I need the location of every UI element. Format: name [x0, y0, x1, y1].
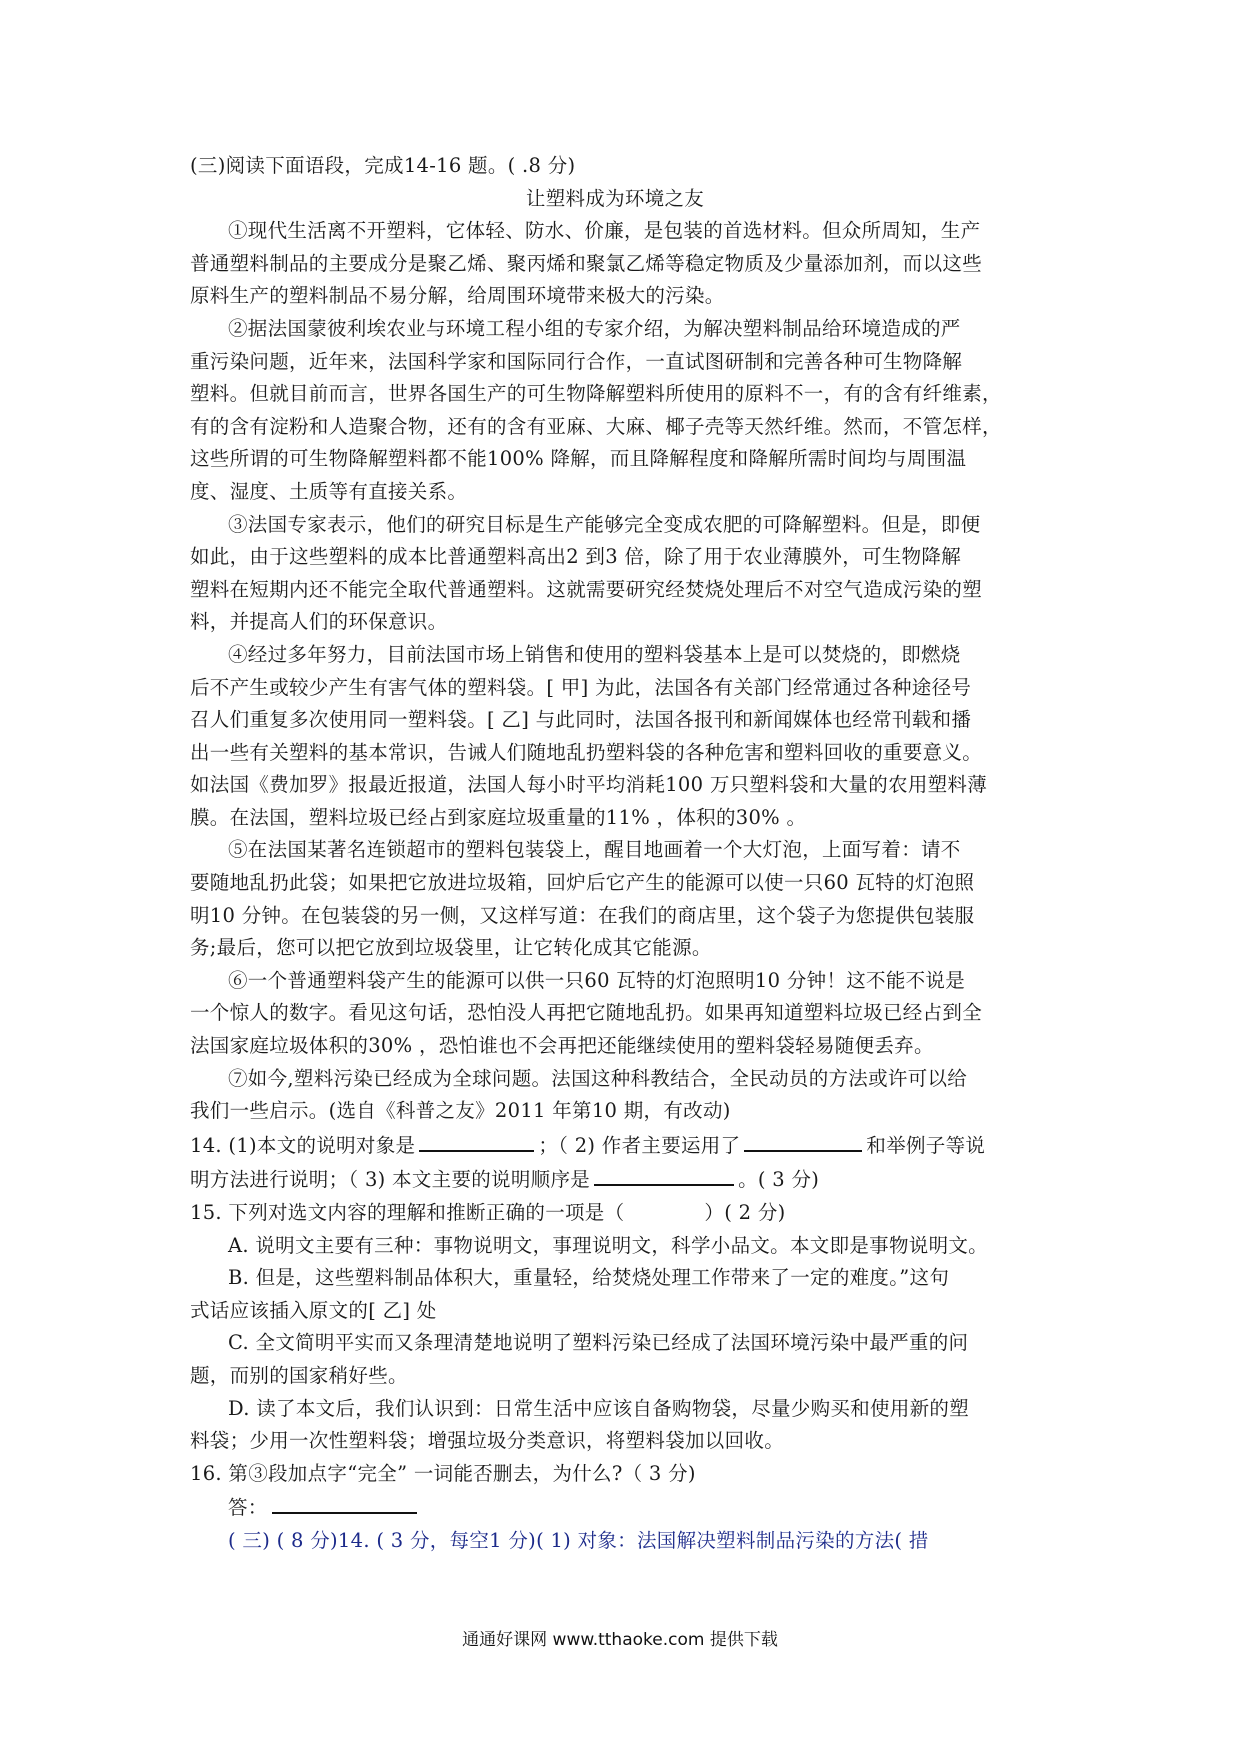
option-d: D. 读了本文后，我们认识到：日常生活中应该自备购物袋，尽量少购买和使用新的塑: [228, 1396, 970, 1420]
question-16-answer: [190, 1490, 1070, 1525]
footer-watermark: 通通好课网 www.tthaoke.com 提供下载: [462, 1630, 778, 1650]
text-line: 后不产生或较少产生有害气体的塑料袋。[ 甲] 为此，法国各有关部门经常通过各种途径号: [190, 675, 972, 699]
article-title: 让塑料成为环境之友: [525, 186, 705, 210]
question-text: ；（ 2) 作者主要运用了: [538, 1133, 741, 1157]
option-b: B. 但是，这些塑料制品体积大，重量轻，给焚烧处理工作带来了一定的难度。”这句: [228, 1266, 950, 1290]
text-line: ③法国专家表示，他们的研究目标是生产能够完全变成农肥的可降解塑料。但是，即便: [228, 512, 981, 536]
text-line: 如此，由于这些塑料的成本比普通塑料高出2 到3 倍，除了用于农业薄膜外，可生物降解: [190, 545, 962, 569]
text-line: 召人们重复多次使用同一塑料袋。[ 乙] 与此同时，法国各报刊和新闻媒体也经常刊载和播: [190, 708, 972, 732]
question-14-line-1: [190, 1128, 1070, 1163]
paragraph-1: [190, 215, 1070, 313]
text-line: 法国家庭垃圾体积的30% ，恐怕谁也不会再把还能继续使用的塑料袋轻易随便丢弃。: [190, 1034, 934, 1058]
question-16-stem: 16. 第③段加点字“完全” 一词能否删去，为什么?（ 3 分): [190, 1461, 696, 1485]
paragraph-4: [190, 639, 1070, 835]
answer-key-line: ( 三) ( 8 分)14. ( 3 分，每空1 分)( 1) 对象：法国解决塑料制品污染的方法( 措: [228, 1528, 929, 1552]
option-c: C. 全文简明平实而又条理清楚地说明了塑料污染已经成了法国环境污染中最严重的问: [228, 1331, 969, 1355]
question-text: 和举例子等说: [866, 1133, 986, 1157]
text-line: 普通塑料制品的主要成分是聚乙烯、聚丙烯和聚氯乙烯等稳定物质及少量添加剂，而以这些: [190, 251, 983, 275]
text-line: 出一些有关塑料的基本常识，告诫人们随地乱扔塑料袋的各种危害和塑料回收的重要意义。: [190, 740, 983, 764]
question-text: ）( 2 分): [704, 1201, 786, 1224]
question-text: 。( 3 分): [738, 1168, 820, 1192]
paragraph-6: [190, 965, 1070, 1063]
option-b-cont: 式话应该插入原文的[ 乙] 处: [190, 1298, 437, 1322]
answer-blank[interactable]: [419, 1128, 534, 1152]
exam-page: [190, 150, 1070, 1558]
text-line: ⑥一个普通塑料袋产生的能源可以供一只60 瓦特的灯泡照明10 分钟！这不能不说是: [228, 968, 966, 992]
text-line: 要随地乱扔此袋；如果把它放进垃圾箱，回炉后它产生的能源可以使一只60 瓦特的灯泡照: [190, 871, 975, 895]
question-14-line-2: [190, 1162, 1070, 1197]
text-line: 塑料。但就目前而言，世界各国生产的可生物降解塑料所使用的原料不一，有的含有纤维素，: [190, 382, 1002, 406]
text-line: ①现代生活离不开塑料，它体轻、防水、价廉，是包装的首选材料。但众所周知，生产: [228, 219, 981, 243]
text-line: 料，并提高人们的环保意识。: [190, 610, 448, 634]
question-text: 14. (1)本文的说明对象是: [190, 1133, 416, 1157]
option-d-cont: 料袋；少用一次性塑料袋；增强垃圾分类意识，将塑料袋加以回收。: [190, 1429, 785, 1453]
answer-blank[interactable]: [594, 1162, 734, 1186]
option-a: A. 说明文主要有三种：事物说明文，事理说明文，科学小品文。本文即是事物说明文。: [228, 1233, 988, 1257]
text-line: ④经过多年努力，目前法国市场上销售和使用的塑料袋基本上是可以焚烧的，即燃烧: [228, 642, 961, 666]
text-line: ⑦如今,塑料污染已经成为全球问题。法国这种科教结合，全民动员的方法或许可以给: [228, 1066, 968, 1090]
text-line: 度、湿度、土质等有直接关系。: [190, 479, 468, 503]
text-line: ②据法国蒙彼利埃农业与环境工程小组的专家介绍，为解决塑料制品给环境造成的严: [228, 316, 961, 340]
paragraph-3: [190, 509, 1070, 639]
text-line: 塑料在短期内还不能完全取代普通塑料。这就需要研究经焚烧处理后不对空气造成污染的塑: [190, 577, 983, 601]
text-line: 膜。在法国，塑料垃圾已经占到家庭垃圾重量的11% ，体积的30% 。: [190, 805, 807, 829]
text-line: 明10 分钟。在包装袋的另一侧，又这样写道：在我们的商店里，这个袋子为您提供包装服: [190, 903, 975, 927]
text-line: 一个惊人的数字。看见这句话，恐怕没人再把它随地乱扔。如果再知道塑料垃圾已经占到全: [190, 1001, 983, 1025]
section-heading: (三)阅读下面语段，完成14-16 题。( .8 分): [190, 154, 576, 177]
question-text: 明方法进行说明；（ 3) 本文主要的说明顺序是: [190, 1168, 591, 1192]
text-line: 如法国《费加罗》报最近报道，法国人每小时平均消耗100 万只塑料袋和大量的农用塑料薄: [190, 773, 988, 797]
paragraph-2: [190, 313, 1070, 509]
question-text: 15. 下列对选文内容的理解和推断正确的一项是（: [190, 1201, 625, 1224]
text-line: ⑤在法国某著名连锁超市的塑料包装袋上，醒目地画着一个大灯泡，上面写着：请不: [228, 838, 961, 862]
answer-blank[interactable]: [272, 1490, 417, 1514]
text-line: 这些所谓的可生物降解塑料都不能100% 降解，而且降解程度和降解所需时间均与周围温: [190, 447, 967, 471]
answer-label: 答：: [228, 1496, 268, 1520]
text-line: 原料生产的塑料制品不易分解，给周围环境带来极大的污染。: [190, 284, 725, 308]
answer-blank[interactable]: [744, 1128, 862, 1152]
text-line: 重污染问题，近年来，法国科学家和国际同行合作，一直试图研制和完善各种可生物降解: [190, 349, 963, 373]
text-line: 务;最后，您可以把它放到垃圾袋里，让它转化成其它能源。: [190, 936, 712, 960]
paragraph-7: [190, 1063, 1070, 1128]
paragraph-5: [190, 834, 1070, 964]
option-c-cont: 题，而别的国家稍好些。: [190, 1363, 408, 1387]
text-line: 我们一些启示。(选自《科普之友》2011 年第10 期，有改动): [190, 1099, 731, 1123]
text-line: 有的含有淀粉和人造聚合物，还有的含有亚麻、大麻、椰子壳等天然纤维。然而，不管怎样，: [190, 414, 1002, 438]
question-15-stem: [190, 1197, 1070, 1230]
